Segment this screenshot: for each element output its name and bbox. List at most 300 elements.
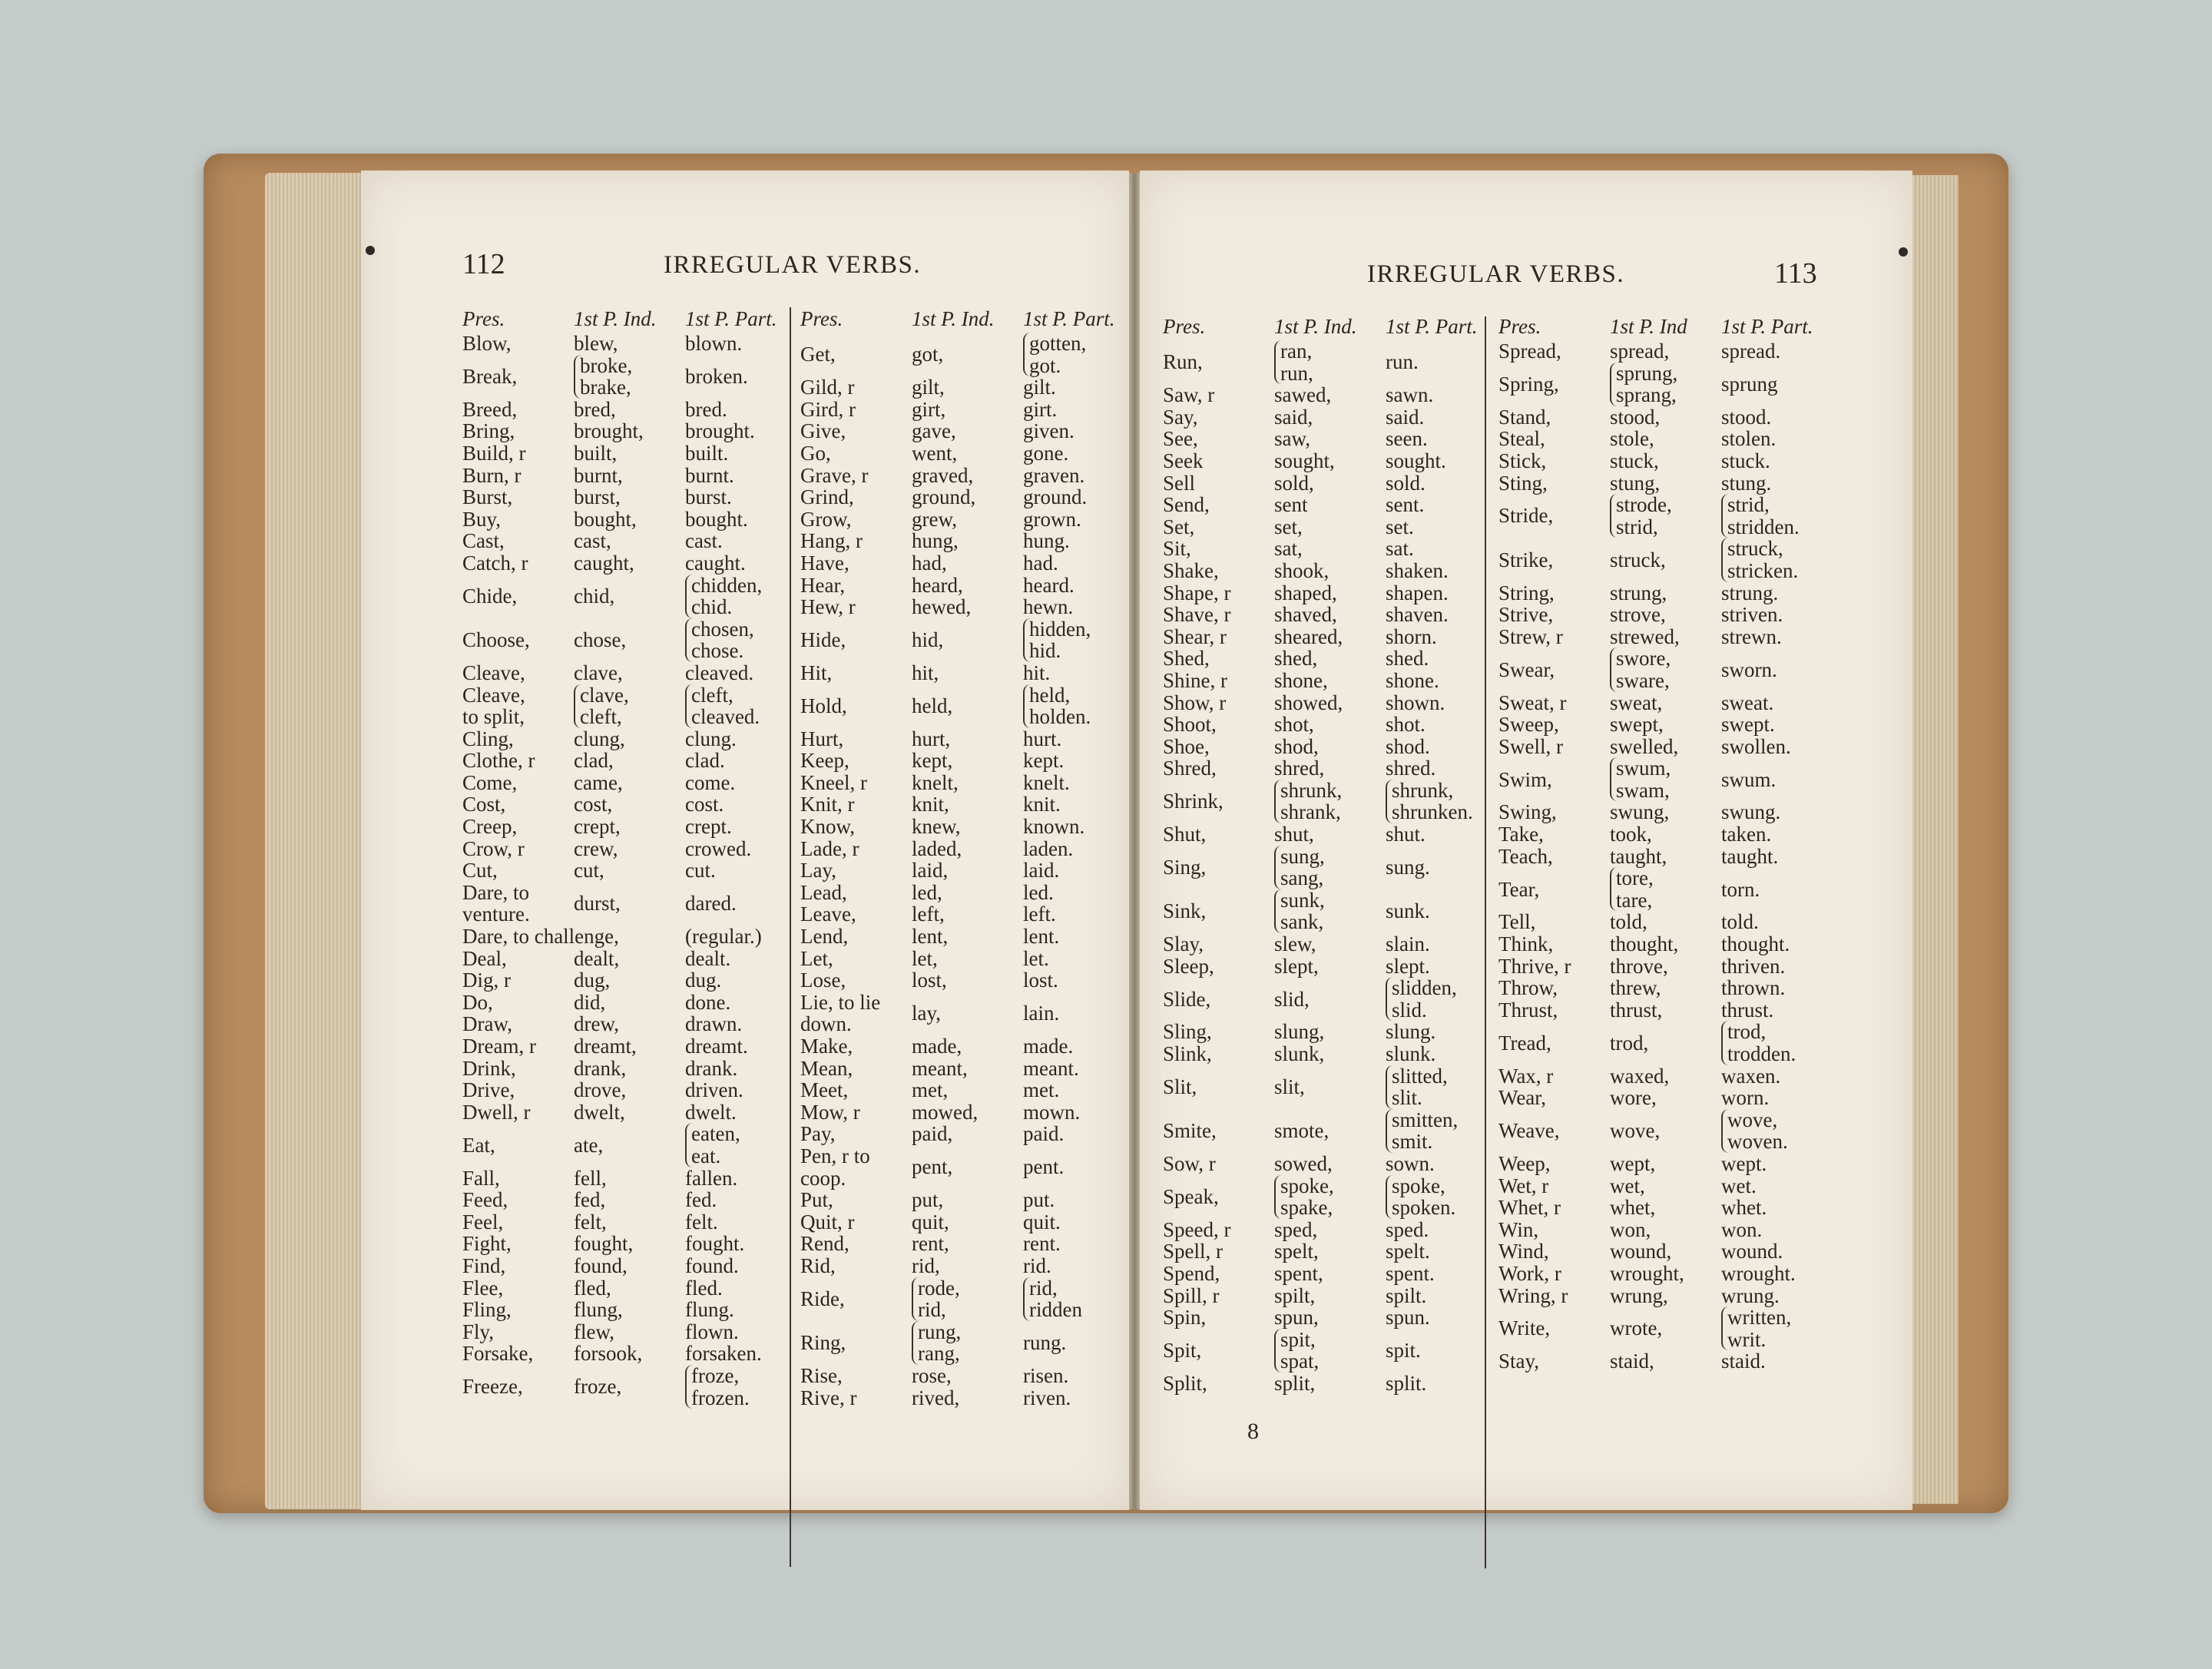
past-participle: held, holden. xyxy=(1023,684,1138,728)
verb-row xyxy=(462,772,800,794)
verb-row xyxy=(462,1299,800,1321)
verb-column xyxy=(800,305,1138,1409)
present-tense: Bring, xyxy=(462,419,515,443)
present-tense: Dare, to venture. xyxy=(462,880,530,926)
verb-row xyxy=(800,552,1138,575)
past-participle: grown. xyxy=(1023,507,1081,531)
past-indicative: chose, xyxy=(574,628,627,652)
book-gutter xyxy=(1129,173,1140,1509)
past-participle: seen. xyxy=(1386,427,1428,451)
past-indicative: fed, xyxy=(574,1188,606,1212)
past-participle: told. xyxy=(1721,910,1759,934)
present-tense: Swear, xyxy=(1498,657,1555,681)
verb-row xyxy=(800,948,1138,970)
past-participle: lent. xyxy=(1023,925,1060,949)
present-tense: Lay, xyxy=(800,859,836,883)
past-indicative: heard, xyxy=(912,573,963,597)
verb-row xyxy=(462,684,800,728)
present-tense: Take, xyxy=(1498,823,1544,846)
past-indicative: clave, xyxy=(574,661,623,684)
past-indicative: paid, xyxy=(912,1122,953,1146)
verb-row xyxy=(1498,999,1836,1022)
present-tense: Lie, to lie down. xyxy=(800,990,881,1036)
present-tense: Sleep, xyxy=(1163,954,1214,978)
present-tense: Shear, r xyxy=(1163,624,1227,648)
past-indicative: thought, xyxy=(1610,932,1679,956)
past-participle: wrung. xyxy=(1721,1283,1780,1307)
past-participle: spent. xyxy=(1386,1261,1435,1285)
verb-row xyxy=(800,1058,1138,1080)
past-indicative: showed, xyxy=(1274,690,1343,714)
verb-row xyxy=(462,882,800,926)
past-indicative: slung, xyxy=(1274,1020,1325,1044)
present-tense: Dare, to challenge, xyxy=(462,925,619,949)
past-participle: sent. xyxy=(1386,493,1425,517)
past-indicative: shaved, xyxy=(1274,603,1337,627)
past-participle: shed. xyxy=(1386,647,1429,671)
verb-row xyxy=(1163,780,1501,823)
past-indicative: flung, xyxy=(574,1298,623,1322)
past-indicative: wrung, xyxy=(1610,1283,1668,1307)
verb-row xyxy=(1163,450,1501,472)
past-participle: known. xyxy=(1023,815,1085,839)
verb-row xyxy=(1163,889,1501,933)
verb-column xyxy=(1498,313,1836,1373)
past-participle: staid. xyxy=(1721,1349,1766,1373)
present-tense: Fight, xyxy=(462,1232,512,1256)
past-indicative: rose, xyxy=(912,1363,952,1387)
past-indicative: wrote, xyxy=(1610,1316,1663,1340)
past-participle: wept. xyxy=(1721,1151,1767,1175)
verb-row xyxy=(462,1101,800,1124)
past-indicative: shrunk, shrank, xyxy=(1274,780,1386,823)
verb-row xyxy=(800,1277,1138,1321)
past-indicative: dwelt, xyxy=(574,1100,625,1124)
verb-row xyxy=(1163,1109,1501,1153)
verb-row xyxy=(462,1321,800,1343)
past-indicative: slit, xyxy=(1274,1075,1305,1098)
past-indicative: crew, xyxy=(574,836,618,860)
present-tense: Stride, xyxy=(1498,504,1554,528)
verb-row xyxy=(800,969,1138,992)
past-indicative: graved, xyxy=(912,463,974,487)
present-tense: Ride, xyxy=(800,1287,845,1310)
verb-row xyxy=(800,903,1138,926)
present-tense: Speak, xyxy=(1163,1184,1219,1208)
present-tense: Shrink, xyxy=(1163,790,1224,813)
verb-row xyxy=(1498,955,1836,978)
verb-row xyxy=(1163,494,1501,516)
past-participle: come. xyxy=(685,770,736,794)
present-tense: Gild, r xyxy=(800,376,855,399)
verb-row xyxy=(800,530,1138,552)
past-participle: spoke, spoken. xyxy=(1386,1175,1501,1219)
past-indicative: laded, xyxy=(912,836,962,860)
past-indicative: knit, xyxy=(912,793,949,816)
past-indicative: slid, xyxy=(1274,987,1310,1011)
present-tense: Catch, r xyxy=(462,551,528,575)
past-indicative: brought, xyxy=(574,419,644,443)
past-participle: spread. xyxy=(1721,339,1781,363)
present-tense: Sweat, r xyxy=(1498,690,1567,714)
present-tense: Rise, xyxy=(800,1363,843,1387)
past-indicative: meant, xyxy=(912,1056,968,1080)
present-tense: Meet, xyxy=(800,1078,849,1102)
past-indicative: spilt, xyxy=(1274,1283,1316,1307)
past-indicative: dealt, xyxy=(574,946,620,970)
verb-row xyxy=(1163,1329,1501,1373)
present-tense: Break, xyxy=(462,364,518,388)
past-participle: stung. xyxy=(1721,471,1772,495)
present-tense: Strew, r xyxy=(1498,624,1563,648)
verb-row xyxy=(1163,1373,1501,1395)
present-tense: Quit, r xyxy=(800,1210,855,1234)
verb-row xyxy=(1163,823,1501,846)
verb-row xyxy=(1498,714,1836,736)
past-indicative: wove, xyxy=(1610,1119,1661,1143)
past-participle: strewn. xyxy=(1721,624,1782,648)
verb-row xyxy=(1498,801,1836,823)
past-participle: caught. xyxy=(685,551,746,575)
past-participle: girt. xyxy=(1023,397,1058,421)
past-participle: lost. xyxy=(1023,969,1058,992)
present-tense: Throw, xyxy=(1498,976,1558,1000)
verb-row xyxy=(462,1079,800,1101)
present-tense: Speed, r xyxy=(1163,1217,1231,1241)
past-indicative: split, xyxy=(1274,1371,1316,1395)
past-participle: spilt. xyxy=(1386,1283,1427,1307)
present-tense: Grow, xyxy=(800,507,852,531)
past-indicative: spit, spat, xyxy=(1274,1329,1386,1373)
past-indicative: hid, xyxy=(912,628,944,652)
past-indicative: slew, xyxy=(1274,932,1316,956)
verb-row xyxy=(800,399,1138,421)
verb-row xyxy=(1498,692,1836,714)
present-tense: Sting, xyxy=(1498,471,1548,495)
past-participle: done. xyxy=(685,990,731,1014)
verb-row xyxy=(1498,1219,1836,1241)
present-tense: Steal, xyxy=(1498,427,1545,451)
past-indicative: kept, xyxy=(912,749,953,773)
verb-row xyxy=(800,1255,1138,1277)
past-indicative: staid, xyxy=(1610,1349,1654,1373)
verb-row xyxy=(1163,1043,1501,1065)
present-tense: Give, xyxy=(800,419,846,443)
past-participle: sung. xyxy=(1386,855,1430,879)
past-indicative: stole, xyxy=(1610,427,1654,451)
past-indicative: smote, xyxy=(1274,1119,1330,1143)
present-tense: Feed, xyxy=(462,1188,508,1212)
past-participle: spit. xyxy=(1386,1339,1421,1363)
past-participle: had. xyxy=(1023,551,1058,575)
verb-row xyxy=(1498,1350,1836,1373)
past-participle: shut. xyxy=(1386,823,1426,846)
verb-row xyxy=(1498,846,1836,868)
column-header xyxy=(1498,313,1836,340)
present-tense: Teach, xyxy=(1498,844,1553,868)
header-label: Pres. xyxy=(800,307,843,330)
verb-row xyxy=(462,926,800,948)
past-participle: paid. xyxy=(1023,1122,1065,1146)
verb-row xyxy=(1498,1065,1836,1088)
present-tense: Spit, xyxy=(1163,1339,1202,1363)
present-tense: Smite, xyxy=(1163,1119,1217,1143)
verb-row xyxy=(1163,340,1501,384)
verb-row xyxy=(1498,977,1836,999)
present-tense: Split, xyxy=(1163,1371,1207,1395)
past-participle: blown. xyxy=(685,332,743,355)
present-tense: Flee, xyxy=(462,1276,504,1300)
verb-row xyxy=(462,1211,800,1234)
past-participle: laid. xyxy=(1023,859,1060,883)
present-tense: Knit, r xyxy=(800,793,855,816)
header-label: 1st P. Part. xyxy=(1023,307,1115,330)
present-tense: Spell, r xyxy=(1163,1240,1223,1263)
present-tense: Find, xyxy=(462,1253,506,1277)
verb-row xyxy=(800,859,1138,882)
past-indicative: laid, xyxy=(912,859,949,883)
verb-row xyxy=(1498,363,1836,406)
past-indicative: slept, xyxy=(1274,954,1319,978)
past-participle: slitted, slit. xyxy=(1386,1065,1501,1109)
verb-row xyxy=(1163,582,1501,604)
header-label: 1st P. Ind. xyxy=(574,307,657,330)
verb-row xyxy=(1498,494,1836,538)
past-participle: thriven. xyxy=(1721,954,1786,978)
present-tense: Sow, r xyxy=(1163,1151,1216,1175)
past-indicative: spelt, xyxy=(1274,1240,1319,1263)
past-participle: cleft, cleaved. xyxy=(685,684,800,728)
present-tense: Cut, xyxy=(462,859,498,883)
verb-row xyxy=(1163,560,1501,582)
present-tense: Freeze, xyxy=(462,1375,523,1399)
past-participle: knelt. xyxy=(1023,770,1070,794)
present-tense: Ring, xyxy=(800,1331,846,1355)
present-tense: Rive, r xyxy=(800,1386,857,1409)
past-indicative: saw, xyxy=(1274,427,1310,451)
past-participle: kept. xyxy=(1023,749,1065,773)
verb-row xyxy=(462,333,800,355)
past-participle: shrunk, shrunken. xyxy=(1386,780,1501,823)
present-tense: Leave, xyxy=(800,902,856,926)
verb-row xyxy=(462,575,800,618)
past-participle: sawn. xyxy=(1386,383,1434,407)
print-mark xyxy=(366,246,375,255)
past-participle: heard. xyxy=(1023,573,1075,597)
present-tense: Slay, xyxy=(1163,932,1204,956)
verb-row xyxy=(1163,933,1501,955)
present-tense: Cleave, xyxy=(462,661,525,684)
past-indicative: told, xyxy=(1610,910,1647,934)
verb-row xyxy=(800,596,1138,618)
verb-row xyxy=(1498,1197,1836,1219)
present-tense: Dwell, r xyxy=(462,1100,531,1124)
past-indicative: flew, xyxy=(574,1320,614,1343)
past-indicative: bred, xyxy=(574,397,616,421)
past-indicative: sped, xyxy=(1274,1217,1318,1241)
verb-row xyxy=(1163,1240,1501,1263)
present-tense: Choose, xyxy=(462,628,530,652)
present-tense: Come, xyxy=(462,770,518,794)
verb-row xyxy=(1498,538,1836,581)
verb-column xyxy=(462,305,800,1409)
past-indicative: got, xyxy=(912,343,944,366)
past-participle: thrust. xyxy=(1721,998,1774,1022)
past-indicative xyxy=(574,926,685,948)
present-tense: Get, xyxy=(800,343,836,366)
present-tense: Sing, xyxy=(1163,855,1207,879)
past-participle: cleaved. xyxy=(685,661,754,684)
past-participle: shapen. xyxy=(1386,581,1449,604)
past-indicative: swum, swam, xyxy=(1610,757,1721,801)
past-indicative: sung, sang, xyxy=(1274,846,1386,889)
verb-row xyxy=(1163,757,1501,780)
present-tense: Send, xyxy=(1163,493,1210,517)
past-indicative: tore, tare, xyxy=(1610,867,1721,911)
present-tense: Strive, xyxy=(1498,603,1554,627)
verb-row xyxy=(462,1167,800,1190)
present-tense: Tread, xyxy=(1498,1031,1551,1055)
page-number: 112 xyxy=(462,248,505,280)
verb-row xyxy=(1498,736,1836,758)
column-header xyxy=(1163,313,1501,340)
past-participle: quit. xyxy=(1023,1210,1061,1234)
past-participle: put. xyxy=(1023,1188,1055,1212)
present-tense: Dream, r xyxy=(462,1035,536,1058)
present-tense: Hit, xyxy=(800,661,833,684)
past-indicative: sprung, sprang, xyxy=(1610,363,1721,406)
verb-row xyxy=(462,420,800,442)
past-participle: drank. xyxy=(685,1056,738,1080)
past-participle: shaven. xyxy=(1386,603,1449,627)
past-indicative: strode, strid, xyxy=(1610,494,1721,538)
column-header xyxy=(462,305,800,333)
past-indicative: clad, xyxy=(574,749,614,773)
present-tense: Wind, xyxy=(1498,1240,1549,1263)
header-label: 1st P. Ind xyxy=(1610,315,1687,338)
past-indicative: had, xyxy=(912,551,947,575)
past-participle: bought. xyxy=(685,507,748,531)
past-indicative: cast, xyxy=(574,529,611,553)
verb-row xyxy=(1498,1087,1836,1109)
past-indicative: mowed, xyxy=(912,1100,979,1124)
past-indicative: wound, xyxy=(1610,1240,1672,1263)
past-participle: spelt. xyxy=(1386,1240,1430,1263)
past-participle: made. xyxy=(1023,1035,1074,1058)
verb-row xyxy=(462,1189,800,1211)
present-tense: Cast, xyxy=(462,529,505,553)
verb-row xyxy=(800,728,1138,750)
present-tense: Drink, xyxy=(462,1056,516,1080)
past-participle: dwelt. xyxy=(685,1100,737,1124)
past-participle: stuck. xyxy=(1721,449,1770,472)
present-tense: Cling, xyxy=(462,727,514,750)
past-indicative: said, xyxy=(1274,405,1313,429)
past-indicative: shaped, xyxy=(1274,581,1337,604)
past-participle: dreamt. xyxy=(685,1035,748,1058)
past-indicative: shed, xyxy=(1274,647,1318,671)
verb-row xyxy=(1498,933,1836,955)
past-participle: shown. xyxy=(1386,690,1445,714)
verb-row xyxy=(462,465,800,487)
past-participle: fed. xyxy=(685,1188,717,1212)
past-indicative: fled, xyxy=(574,1276,611,1300)
verb-row xyxy=(462,816,800,838)
header-label: 1st P. Part. xyxy=(1386,315,1478,338)
past-participle: run. xyxy=(1386,350,1419,374)
past-participle: smitten, smit. xyxy=(1386,1109,1501,1153)
past-indicative: wrought, xyxy=(1610,1261,1684,1285)
past-indicative: ran, run, xyxy=(1274,340,1386,384)
verb-row xyxy=(1163,538,1501,560)
past-indicative: thrust, xyxy=(1610,998,1663,1022)
present-tense: Buy, xyxy=(462,507,502,531)
verb-row xyxy=(1498,340,1836,363)
verb-row xyxy=(1163,516,1501,538)
verb-row xyxy=(800,750,1138,772)
past-indicative: throve, xyxy=(1610,954,1668,978)
verb-row xyxy=(462,662,800,684)
past-participle: given. xyxy=(1023,419,1075,443)
past-indicative: threw, xyxy=(1610,976,1661,1000)
verb-row xyxy=(1163,626,1501,648)
past-participle: shorn. xyxy=(1386,624,1437,648)
past-participle: ground. xyxy=(1023,485,1088,509)
past-indicative: girt, xyxy=(912,397,946,421)
verb-row xyxy=(800,508,1138,531)
present-tense: Fling, xyxy=(462,1298,512,1322)
present-tense: Set, xyxy=(1163,515,1195,538)
past-indicative: strewed, xyxy=(1610,624,1680,648)
past-participle: cut. xyxy=(685,859,716,883)
verb-row xyxy=(800,816,1138,838)
present-tense: Feel, xyxy=(462,1210,504,1234)
past-participle: sunk. xyxy=(1386,899,1430,923)
past-participle: crowed. xyxy=(685,836,752,860)
past-participle: laden. xyxy=(1023,836,1074,860)
present-tense: Shoot, xyxy=(1163,713,1217,737)
past-participle: sought. xyxy=(1386,449,1446,472)
past-participle: slunk. xyxy=(1386,1042,1436,1065)
past-participle: left. xyxy=(1023,902,1056,926)
present-tense: Seek xyxy=(1163,449,1204,472)
past-indicative: shot, xyxy=(1274,713,1314,737)
verb-row xyxy=(800,1189,1138,1211)
past-indicative: hit, xyxy=(912,661,939,684)
running-head: IRREGULAR VERBS. xyxy=(1367,260,1625,288)
verb-row xyxy=(1498,1306,1836,1350)
present-tense: Tear, xyxy=(1498,877,1540,901)
present-tense: Weave, xyxy=(1498,1119,1560,1143)
past-indicative: held, xyxy=(912,694,953,717)
past-participle: led. xyxy=(1023,880,1054,904)
past-participle: said. xyxy=(1386,405,1425,429)
past-indicative: did, xyxy=(574,990,606,1014)
past-indicative: spoke, spake, xyxy=(1274,1175,1386,1219)
present-tense: Pen, r to coop. xyxy=(800,1144,870,1190)
past-indicative: sat, xyxy=(1274,537,1303,561)
past-participle: hung. xyxy=(1023,529,1070,553)
present-tense: Shred, xyxy=(1163,757,1217,780)
past-participle: trod, trodden. xyxy=(1721,1021,1836,1065)
past-participle: knit. xyxy=(1023,793,1061,816)
verb-row xyxy=(1163,1306,1501,1329)
past-indicative: crept, xyxy=(574,815,621,839)
present-tense: Mow, r xyxy=(800,1100,860,1124)
verb-row xyxy=(1163,670,1501,692)
present-tense: Sell xyxy=(1163,471,1196,495)
present-tense: Hang, r xyxy=(800,529,863,553)
